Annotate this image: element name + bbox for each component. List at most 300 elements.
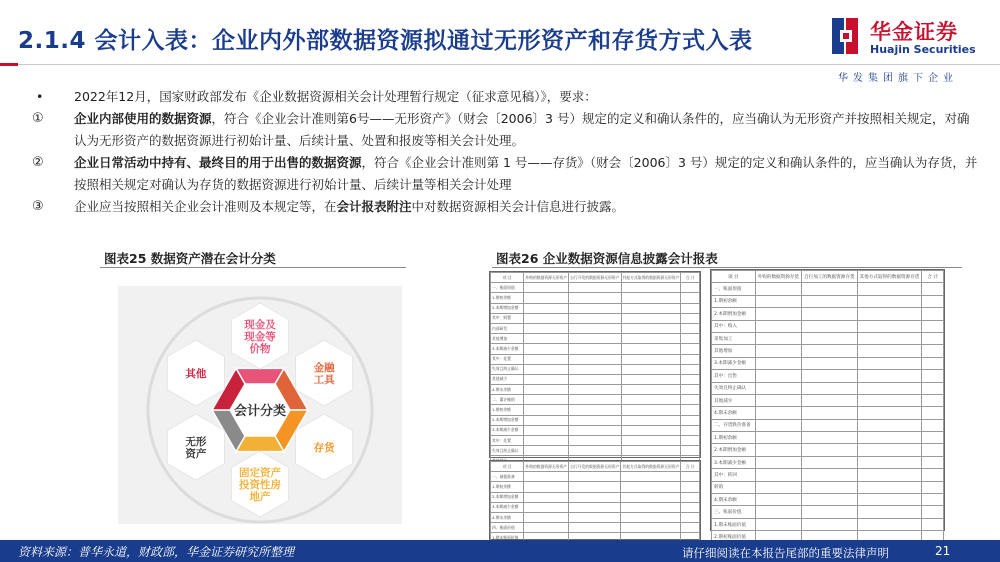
inventory-table-empty-cell (755, 518, 801, 530)
impairment-table-header-cell: 合 计 (681, 462, 700, 472)
inventory-table-empty-cell (857, 382, 922, 394)
data-source: 资料来源：普华永道，财政部，华金证券研究所整理 (18, 545, 295, 559)
inventory-table-empty-cell (802, 469, 858, 481)
inventory-table-empty-cell (857, 506, 922, 518)
inventory-table-row-label: 其他增加 (712, 345, 756, 357)
inventory-table-row (712, 494, 944, 506)
inventory-table-row (712, 432, 944, 444)
intangible-table-row (491, 446, 700, 456)
intangible-table-row-label: 其他增加 (491, 334, 524, 344)
intangible-table-row (491, 436, 700, 446)
inventory-table-row (712, 407, 944, 419)
impairment-table-row-label: 四、账面价值 (491, 523, 524, 533)
company-slogan: 华发集团旗下企业 (838, 73, 958, 84)
intangible-table-empty-cell (569, 334, 621, 344)
inventory-table-empty-cell (755, 370, 801, 382)
inventory-table-empty-cell (755, 345, 801, 357)
inventory-table-row-label: 3.本期减少金额 (712, 456, 756, 468)
inventory-table-row-label: 转销 (712, 481, 756, 493)
center-label: 会计分类 (233, 404, 287, 419)
inventory-table-row-label: 2.期初账面价值 (712, 531, 756, 543)
inventory-table-row (712, 308, 944, 320)
inventory-table-empty-cell (802, 481, 858, 493)
impairment-table-empty-cell (524, 472, 569, 482)
inventory-table-row-label: 4.期末余额 (712, 494, 756, 506)
intangible-table-row (491, 395, 700, 405)
inventory-table-empty-cell (802, 283, 858, 295)
intangible-table-row-label: 3.本期减少金额 (491, 425, 524, 435)
intangible-table-empty-cell (569, 344, 621, 354)
item-2-text: ，符合《企业会计准则第 1 号——存货》（财会〔2006〕3 号）规定的定义和确认条件的，应当确认为存货，并按照相关规定对确认为存货的数据资源进行初始计量、后续计量等相关会计处理 (74, 155, 978, 192)
inventory-table-empty-cell (755, 332, 801, 344)
inventory-table-empty-cell (857, 419, 922, 431)
intangible-table-empty-cell (524, 303, 569, 313)
inventory-table-empty-cell (755, 494, 801, 506)
intangible-table-row (491, 283, 700, 293)
inventory-table (710, 269, 945, 540)
inventory-table-empty-cell (755, 308, 801, 320)
inventory-table-empty-cell (802, 419, 858, 431)
inventory-table-empty-cell (802, 308, 858, 320)
intangible-table-empty-cell (681, 323, 700, 333)
intro-text: 2022年12月，国家财政部发布《企业数据资源相关会计处理暂行规定（征求意见稿）》，要求： (74, 89, 597, 104)
inventory-table-row (712, 357, 944, 369)
inventory-table-empty-cell (857, 456, 922, 468)
category-label: 固定资产投资性房地产 (239, 467, 281, 503)
intangible-asset-table (489, 271, 701, 458)
inventory-table-empty-cell (755, 320, 801, 332)
intangible-table-empty-cell (621, 374, 681, 384)
inventory-table-empty-cell (802, 357, 858, 369)
inventory-table-row (712, 481, 944, 493)
inventory-table-empty-cell (857, 370, 922, 382)
inventory-table-empty-cell (922, 332, 944, 344)
intangible-table-empty-cell (524, 425, 569, 435)
intangible-table-empty-cell (621, 303, 681, 313)
intangible-table-row-label: 3.本期减少金额 (491, 344, 524, 354)
company-logo (832, 16, 992, 60)
impairment-table-empty-cell (681, 523, 700, 533)
impairment-table-row (491, 502, 700, 512)
inventory-table-empty-cell (802, 444, 858, 456)
intangible-table-empty-cell (569, 405, 621, 415)
intangible-table-empty-cell (569, 313, 621, 323)
main-text (20, 86, 980, 218)
inventory-table-empty-cell (857, 481, 922, 493)
intangible-table-empty-cell (524, 436, 569, 446)
intangible-table-header-cell: 合 计 (681, 273, 700, 283)
intro-paragraph (20, 86, 980, 108)
impairment-table-row (491, 492, 700, 502)
intangible-table-row (491, 303, 700, 313)
intangible-table-empty-cell (681, 283, 700, 293)
intangible-table-empty-cell (569, 425, 621, 435)
intangible-table-row (491, 405, 700, 415)
intangible-table-empty-cell (681, 303, 700, 313)
inventory-table-row-label: 1.期初余额 (712, 432, 756, 444)
impairment-table-empty-cell (524, 502, 569, 512)
inventory-table-empty-cell (755, 456, 801, 468)
accounting-classification-diagram (118, 286, 402, 524)
intangible-table-header-row (491, 273, 700, 283)
inventory-table-row-label: 其中：转回 (712, 469, 756, 481)
inventory-table-row (712, 370, 944, 382)
inventory-table-empty-cell (857, 444, 922, 456)
intangible-table-row-label: 1.期初余额 (491, 405, 524, 415)
item-1 (20, 108, 980, 152)
legal-notice: 请仔细阅读在本报告尾部的重要法律声明 (682, 546, 889, 560)
inventory-table-header-cell: 外购的数据资源存货 (755, 271, 801, 283)
impairment-table-empty-cell (621, 472, 681, 482)
intangible-table-empty-cell (621, 385, 681, 395)
intangible-table-empty-cell (569, 446, 621, 456)
intangible-table-empty-cell (681, 313, 700, 323)
intangible-table-empty-cell (569, 283, 621, 293)
logo-english-name: Huajin Securities (870, 43, 976, 56)
intangible-table-empty-cell (524, 364, 569, 374)
intangible-table-empty-cell (681, 395, 700, 405)
inventory-table-header-cell: 自行加工的数据资源存货 (802, 271, 858, 283)
intangible-table-empty-cell (569, 374, 621, 384)
impairment-table-empty-cell (569, 523, 621, 533)
inventory-table-empty-cell (802, 295, 858, 307)
intangible-table-empty-cell (621, 425, 681, 435)
impairment-table-row-label: 2.本期增加金额 (491, 492, 524, 502)
intangible-table-row (491, 374, 700, 384)
intangible-table-empty-cell (681, 374, 700, 384)
intangible-table-empty-cell (524, 374, 569, 384)
title-divider (0, 64, 1000, 65)
impairment-table-empty-cell (569, 492, 621, 502)
inventory-table-empty-cell (922, 308, 944, 320)
inventory-table-empty-cell (802, 432, 858, 444)
inventory-table-empty-cell (922, 506, 944, 518)
intangible-table-row (491, 385, 700, 395)
inventory-table-empty-cell (802, 320, 858, 332)
impairment-table-empty-cell (569, 512, 621, 522)
intangible-table-row-label: 其他减少 (491, 374, 524, 384)
intangible-table-header-cell: 外购的数据资源无形资产 (524, 273, 569, 283)
intangible-table-empty-cell (524, 334, 569, 344)
intangible-table-empty-cell (569, 436, 621, 446)
intangible-table-row-label: 一、账面原值 (491, 283, 524, 293)
intangible-table-header-cell: 项 目 (491, 273, 524, 283)
inventory-table-empty-cell (857, 332, 922, 344)
intangible-table-empty-cell (681, 354, 700, 364)
inventory-table-empty-cell (755, 469, 801, 481)
inventory-table-empty-cell (755, 357, 801, 369)
category-label: 金融工具 (313, 362, 335, 386)
item-3-text-b: 中对数据资源相关会计信息进行披露。 (411, 199, 625, 214)
inventory-table-empty-cell (922, 295, 944, 307)
inventory-table-row (712, 444, 944, 456)
impairment-table-row (491, 512, 700, 522)
inventory-table-empty-cell (857, 357, 922, 369)
inventory-table-header-cell: 项 目 (712, 271, 756, 283)
intangible-table-empty-cell (524, 385, 569, 395)
inventory-table-row-label: 2.本期增加金额 (712, 444, 756, 456)
inventory-table-empty-cell (922, 283, 944, 295)
inventory-table-row-label: 二、存货跌价准备 (712, 419, 756, 431)
inventory-table-empty-cell (802, 407, 858, 419)
impairment-table-empty-cell (621, 482, 681, 492)
inventory-table-empty-cell (922, 419, 944, 431)
inventory-table-row (712, 394, 944, 406)
intangible-table-row-label: 其中：购置 (491, 313, 524, 323)
inventory-table-row (712, 469, 944, 481)
intangible-table-row (491, 323, 700, 333)
inventory-table-row-label: 4.期末余额 (712, 407, 756, 419)
item-3-text-a: 企业应当按照相关企业会计准则及本规定等，在 (74, 199, 337, 214)
impairment-table-empty-cell (681, 492, 700, 502)
inventory-table-empty-cell (922, 494, 944, 506)
impairment-table-empty-cell (621, 492, 681, 502)
inventory-table-empty-cell (922, 518, 944, 530)
intangible-table-empty-cell (681, 334, 700, 344)
intangible-table-empty-cell (524, 354, 569, 364)
huajin-logo-icon (832, 18, 864, 54)
impairment-table-header-cell: 外购的数据资源无形资产 (524, 462, 569, 472)
intangible-table-empty-cell (621, 446, 681, 456)
intangible-table-empty-cell (681, 436, 700, 446)
impairment-table-row-label: 3.本期减少金额 (491, 502, 524, 512)
intangible-table-empty-cell (524, 293, 569, 303)
inventory-table-empty-cell (922, 469, 944, 481)
intangible-table-empty-cell (681, 344, 700, 354)
figure-25-rule (100, 267, 406, 268)
inventory-table-empty-cell (802, 494, 858, 506)
inventory-table-empty-cell (857, 518, 922, 530)
category-label: 无形资产 (185, 436, 207, 460)
inventory-table-empty-cell (857, 308, 922, 320)
inventory-table-empty-cell (755, 506, 801, 518)
intangible-table-empty-cell (524, 446, 569, 456)
intangible-table-empty-cell (621, 313, 681, 323)
inventory-table-empty-cell (922, 456, 944, 468)
intangible-table-empty-cell (569, 323, 621, 333)
impairment-table-empty-cell (524, 482, 569, 492)
impairment-table-header-cell: 自行开发的数据资源无形资产 (569, 462, 621, 472)
inventory-table-row (712, 382, 944, 394)
intangible-table-header-cell: 自行开发的数据资源无形资产 (569, 273, 621, 283)
inventory-table-row (712, 295, 944, 307)
intangible-table-row-label: 4.期末余额 (491, 385, 524, 395)
inventory-table-empty-cell (922, 432, 944, 444)
inventory-table-empty-cell (802, 382, 858, 394)
inventory-table-empty-cell (755, 394, 801, 406)
intangible-table-row-label: 1.期初余额 (491, 293, 524, 303)
intangible-table-empty-cell (621, 334, 681, 344)
inventory-table-row-label: 其中：出售 (712, 370, 756, 382)
inventory-table-empty-cell (922, 345, 944, 357)
inventory-table-empty-cell (857, 494, 922, 506)
inventory-table-empty-cell (755, 295, 801, 307)
inventory-table-empty-cell (857, 407, 922, 419)
inventory-table-row-label: 其他减少 (712, 394, 756, 406)
impairment-table-empty-cell (681, 512, 700, 522)
inventory-table-empty-cell (857, 394, 922, 406)
intangible-table-empty-cell (524, 323, 569, 333)
impairment-table-row (491, 482, 700, 492)
impairment-table-empty-cell (621, 512, 681, 522)
impairment-table (489, 460, 701, 540)
inventory-table-empty-cell (922, 382, 944, 394)
inventory-table-empty-cell (755, 419, 801, 431)
impairment-table-row-label: 1.期初余额 (491, 482, 524, 492)
intangible-table-empty-cell (681, 293, 700, 303)
intangible-table-row (491, 334, 700, 344)
intangible-table-row (491, 415, 700, 425)
intangible-table-empty-cell (569, 293, 621, 303)
intangible-table-row-label: 内部研发 (491, 323, 524, 333)
category-label: 现金及现金等价物 (244, 319, 276, 355)
impairment-table-row-label: 一、减值准备 (491, 472, 524, 482)
impairment-table-empty-cell (681, 482, 700, 492)
intangible-table-empty-cell (621, 323, 681, 333)
inventory-table-empty-cell (755, 283, 801, 295)
intangible-table-empty-cell (569, 415, 621, 425)
impairment-table-header-cell: 其他方式取得的数据资源无形资产 (621, 462, 681, 472)
impairment-table-empty-cell (681, 502, 700, 512)
intangible-table-empty-cell (681, 415, 700, 425)
intangible-table-empty-cell (621, 354, 681, 364)
title-accent (0, 63, 18, 66)
inventory-table-header-cell: 其他方式取得的数据资源存货 (857, 271, 922, 283)
inventory-table-empty-cell (755, 407, 801, 419)
inventory-table-empty-cell (857, 320, 922, 332)
inventory-table-row-label: 其中：购入 (712, 320, 756, 332)
inventory-table-row-label: 失效且终止确认 (712, 382, 756, 394)
intangible-table-empty-cell (569, 364, 621, 374)
impairment-table-row (491, 472, 700, 482)
intangible-table-row (491, 354, 700, 364)
inventory-table-row (712, 518, 944, 530)
inventory-table-row-label: 3.本期减少金额 (712, 357, 756, 369)
category-label: 存货 (313, 442, 335, 454)
item-1-text: ，符合《企业会计准则第6号——无形资产》（财会〔2006〕3 号）规定的定义和确认条件的，应当确认为无形资产并按照相关规定，对确认为无形资产的数据资源进行初始计量、后续计量、处置和报废等相关会计处理。 (74, 111, 970, 148)
intangible-table-row-label: 其中：处置 (491, 354, 524, 364)
inventory-table-empty-cell (802, 456, 858, 468)
item-2-bold: 企业日常活动中持有、最终目的用于出售的数据资源 (74, 155, 362, 170)
inventory-table-empty-cell (857, 295, 922, 307)
intangible-table-empty-cell (621, 283, 681, 293)
impairment-table-empty-cell (524, 512, 569, 522)
page-number: 21 (935, 544, 951, 558)
impairment-table-empty-cell (569, 472, 621, 482)
inventory-table-empty-cell (922, 357, 944, 369)
item-2 (20, 152, 980, 196)
figure-25-caption: 图表25 数据资产潜在会计分类 (104, 251, 276, 266)
impairment-table-row-label: 4.期末余额 (491, 512, 524, 522)
intangible-table-empty-cell (569, 354, 621, 364)
intangible-table-row-label: 其中：处置 (491, 436, 524, 446)
intangible-table-empty-cell (621, 344, 681, 354)
inventory-table-row-label: 1.期初余额 (712, 295, 756, 307)
item-2-marker: ② (32, 155, 44, 170)
inventory-table-empty-cell (857, 469, 922, 481)
intangible-table-row (491, 293, 700, 303)
inventory-table-empty-cell (857, 283, 922, 295)
inventory-table-header-row (712, 271, 944, 283)
inventory-table-row-label: 一、账面原值 (712, 283, 756, 295)
intangible-table-row (491, 425, 700, 435)
inventory-table-row (712, 456, 944, 468)
impairment-table-empty-cell (524, 523, 569, 533)
intangible-table-empty-cell (524, 344, 569, 354)
inventory-table-row (712, 419, 944, 431)
inventory-table-empty-cell (802, 506, 858, 518)
figure-26-caption: 图表26 企业数据资源信息披露会计报表 (496, 251, 718, 266)
inventory-table-empty-cell (755, 444, 801, 456)
inventory-table-empty-cell (922, 320, 944, 332)
impairment-table-empty-cell (524, 492, 569, 502)
intangible-table-empty-cell (681, 425, 700, 435)
inventory-table-empty-cell (755, 481, 801, 493)
page-title: 2.1.4 会计入表：企业内外部数据资源拟通过无形资产和存货方式入表 (18, 28, 753, 54)
inventory-table-empty-cell (802, 345, 858, 357)
inventory-table-empty-cell (802, 394, 858, 406)
intangible-table-empty-cell (621, 364, 681, 374)
inventory-table-empty-cell (802, 370, 858, 382)
inventory-table-row-label: 1.期末账面价值 (712, 518, 756, 530)
intangible-table-empty-cell (569, 395, 621, 405)
intangible-table-empty-cell (681, 446, 700, 456)
item-3-marker: ③ (32, 199, 44, 214)
inventory-table-row (712, 345, 944, 357)
inventory-table-row-label: 2.本期增加金额 (712, 308, 756, 320)
intangible-table-empty-cell (524, 313, 569, 323)
intangible-table-row-label: 二、累计摊销 (491, 395, 524, 405)
inventory-table-empty-cell (755, 382, 801, 394)
intangible-table-empty-cell (621, 293, 681, 303)
impairment-table-empty-cell (681, 472, 700, 482)
inventory-table-header-cell: 合 计 (922, 271, 944, 283)
inventory-table-row (712, 506, 944, 518)
intangible-table-empty-cell (681, 385, 700, 395)
intangible-table-empty-cell (524, 415, 569, 425)
inventory-table-row-label: 采集加工 (712, 332, 756, 344)
intangible-table-empty-cell (681, 364, 700, 374)
item-1-bold: 企业内部使用的数据资源 (74, 111, 212, 126)
inventory-table-empty-cell (802, 518, 858, 530)
inventory-table-row (712, 283, 944, 295)
logo-chinese-name: 华金证券 (870, 20, 958, 44)
intangible-table-header-cell: 其他方式取得的数据资源无形资产 (621, 273, 681, 283)
impairment-table-row (491, 523, 700, 533)
item-3 (20, 196, 980, 218)
inventory-table-empty-cell (922, 394, 944, 406)
inventory-table-row-label: 三、账面价值 (712, 506, 756, 518)
impairment-table-empty-cell (569, 482, 621, 492)
intangible-table-row (491, 364, 700, 374)
intangible-table-row-label: 2.本期增加金额 (491, 415, 524, 425)
item-3-bold: 会计报表附注 (336, 199, 412, 214)
inventory-table-empty-cell (922, 370, 944, 382)
intangible-table-empty-cell (524, 405, 569, 415)
category-label: 其他 (185, 368, 207, 380)
figure-26-rule (492, 267, 962, 268)
intangible-table-row (491, 313, 700, 323)
inventory-table-row (712, 320, 944, 332)
intangible-table-empty-cell (569, 303, 621, 313)
inventory-table-empty-cell (755, 432, 801, 444)
inventory-table-row (712, 332, 944, 344)
intangible-table-row-label: 失效且终止确认 (491, 364, 524, 374)
intangible-table-empty-cell (569, 385, 621, 395)
intangible-table-empty-cell (524, 283, 569, 293)
inventory-table-empty-cell (922, 444, 944, 456)
intangible-table-empty-cell (621, 436, 681, 446)
